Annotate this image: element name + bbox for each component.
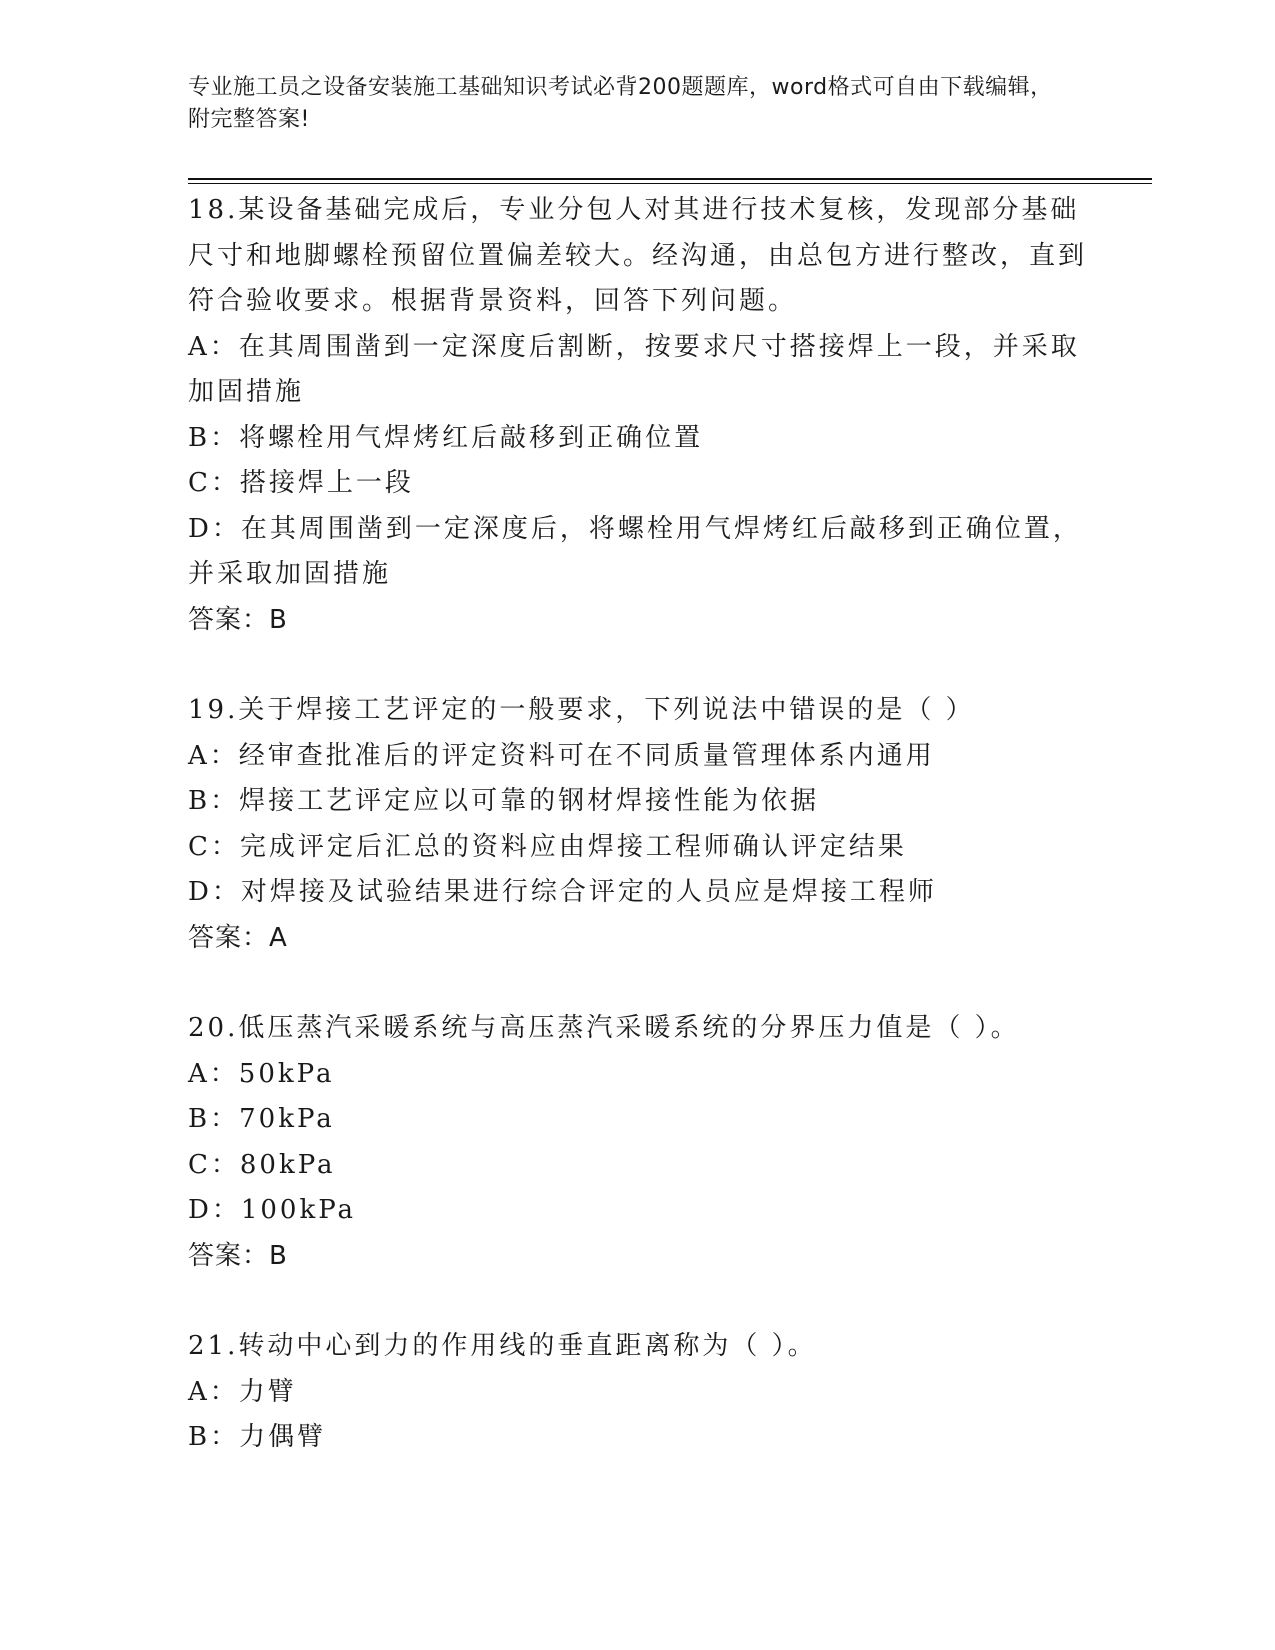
answer: 答案：A (188, 922, 288, 953)
option-a: A：经审查批准后的评定资料可在不同质量管理体系内通用 (188, 740, 935, 771)
option-d: D：对焊接及试验结果进行综合评定的人员应是焊接工程师 (188, 877, 937, 907)
option-d: D：100kPa (188, 1195, 357, 1225)
question-21 (188, 1324, 1088, 1461)
option-a: A：50kPa (188, 1058, 335, 1089)
header-divider-thin (188, 183, 1152, 184)
question-18 (188, 188, 1088, 643)
option-b: B：焊接工艺评定应以可靠的钢材焊接性能为依据 (188, 786, 820, 816)
question-text: 21.转动中心到力的作用线的垂直距离称为（ ）。 (188, 1331, 817, 1361)
question-text: 19.关于焊接工艺评定的一般要求，下列说法中错误的是（ ） (188, 695, 975, 725)
option-c: C：80kPa (188, 1149, 336, 1180)
question-list (188, 188, 1088, 1506)
option-b: B：70kPa (188, 1104, 335, 1134)
question-20 (188, 1006, 1088, 1279)
option-b: B：将螺栓用气焊烤红后敲移到正确位置 (188, 422, 704, 453)
header-divider-thick (188, 178, 1152, 180)
question-text: 20.低压蒸汽采暖系统与高压蒸汽采暖系统的分界压力值是（ ）。 (188, 1013, 1020, 1043)
option-a: A：在其周围凿到一定深度后割断，按要求尺寸搭接焊上一段，并采取加固措施 (188, 331, 1080, 407)
option-d: D：在其周围凿到一定深度后，将螺栓用气焊烤红后敲移到正确位置，并采取加固措施 (188, 513, 1082, 589)
question-19 (188, 688, 1088, 961)
document-header-title: 专业施工员之设备安装施工基础知识考试必背200题题库，word格式可自由下载编辑，附完整答案! (188, 75, 1053, 132)
answer: 答案：B (188, 1240, 288, 1271)
answer: 答案：B (188, 604, 288, 635)
option-c: C：搭接焊上一段 (188, 468, 414, 498)
option-b: B：力偶臂 (188, 1422, 327, 1452)
question-text: 18.某设备基础完成后，专业分包人对其进行技术复核，发现部分基础尺寸和地脚螺栓预留位置偏差较大。经沟通，由总包方进行整改，直到符合验收要求。根据背景资料，回答下列问题。 (188, 195, 1088, 316)
option-a: A：力臂 (188, 1376, 297, 1407)
option-c: C：完成评定后汇总的资料应由焊接工程师确认评定结果 (188, 831, 907, 862)
